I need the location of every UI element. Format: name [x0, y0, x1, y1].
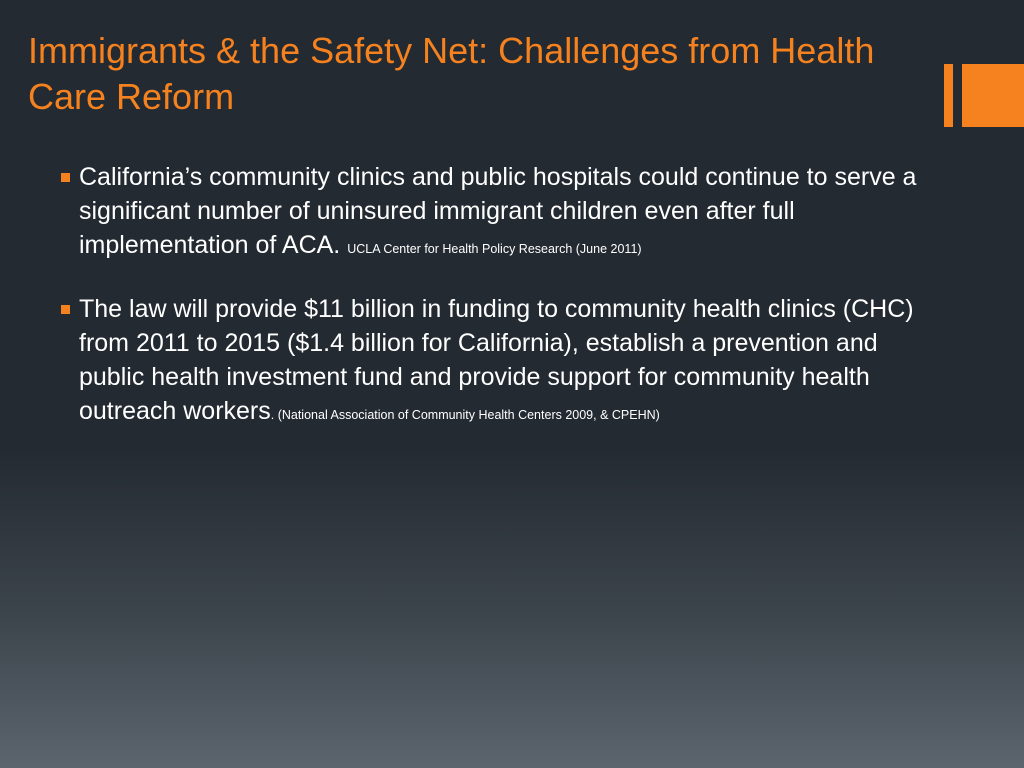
bullet-item — [56, 160, 936, 262]
accent-bar-wide — [962, 64, 1024, 127]
bullet-citation: UCLA Center for Health Policy Research (June 2011) — [347, 242, 642, 256]
bullet-text: California’s community clinics and public hospitals could continue to serve a significant number of uninsured immigrant children even after full implementation of ACA. — [79, 163, 917, 259]
bullet-text: The law will provide $11 billion in funding to community health clinics (CHC) from 2011 to 2015 ($1.4 billion for California), establish a prevention and public health investment fund and provide support for community health outreach workers — [79, 295, 914, 425]
bullet-list — [56, 160, 936, 458]
bullet-citation: . (National Association of Community Health Centers 2009, & CPEHN) — [270, 408, 660, 422]
square-bullet-icon — [61, 173, 70, 182]
slide-title: Immigrants & the Safety Net: Challenges from Health Care Reform — [28, 30, 875, 117]
bullet-item — [56, 292, 936, 428]
accent-bar-thin — [944, 64, 953, 127]
square-bullet-icon — [61, 305, 70, 314]
